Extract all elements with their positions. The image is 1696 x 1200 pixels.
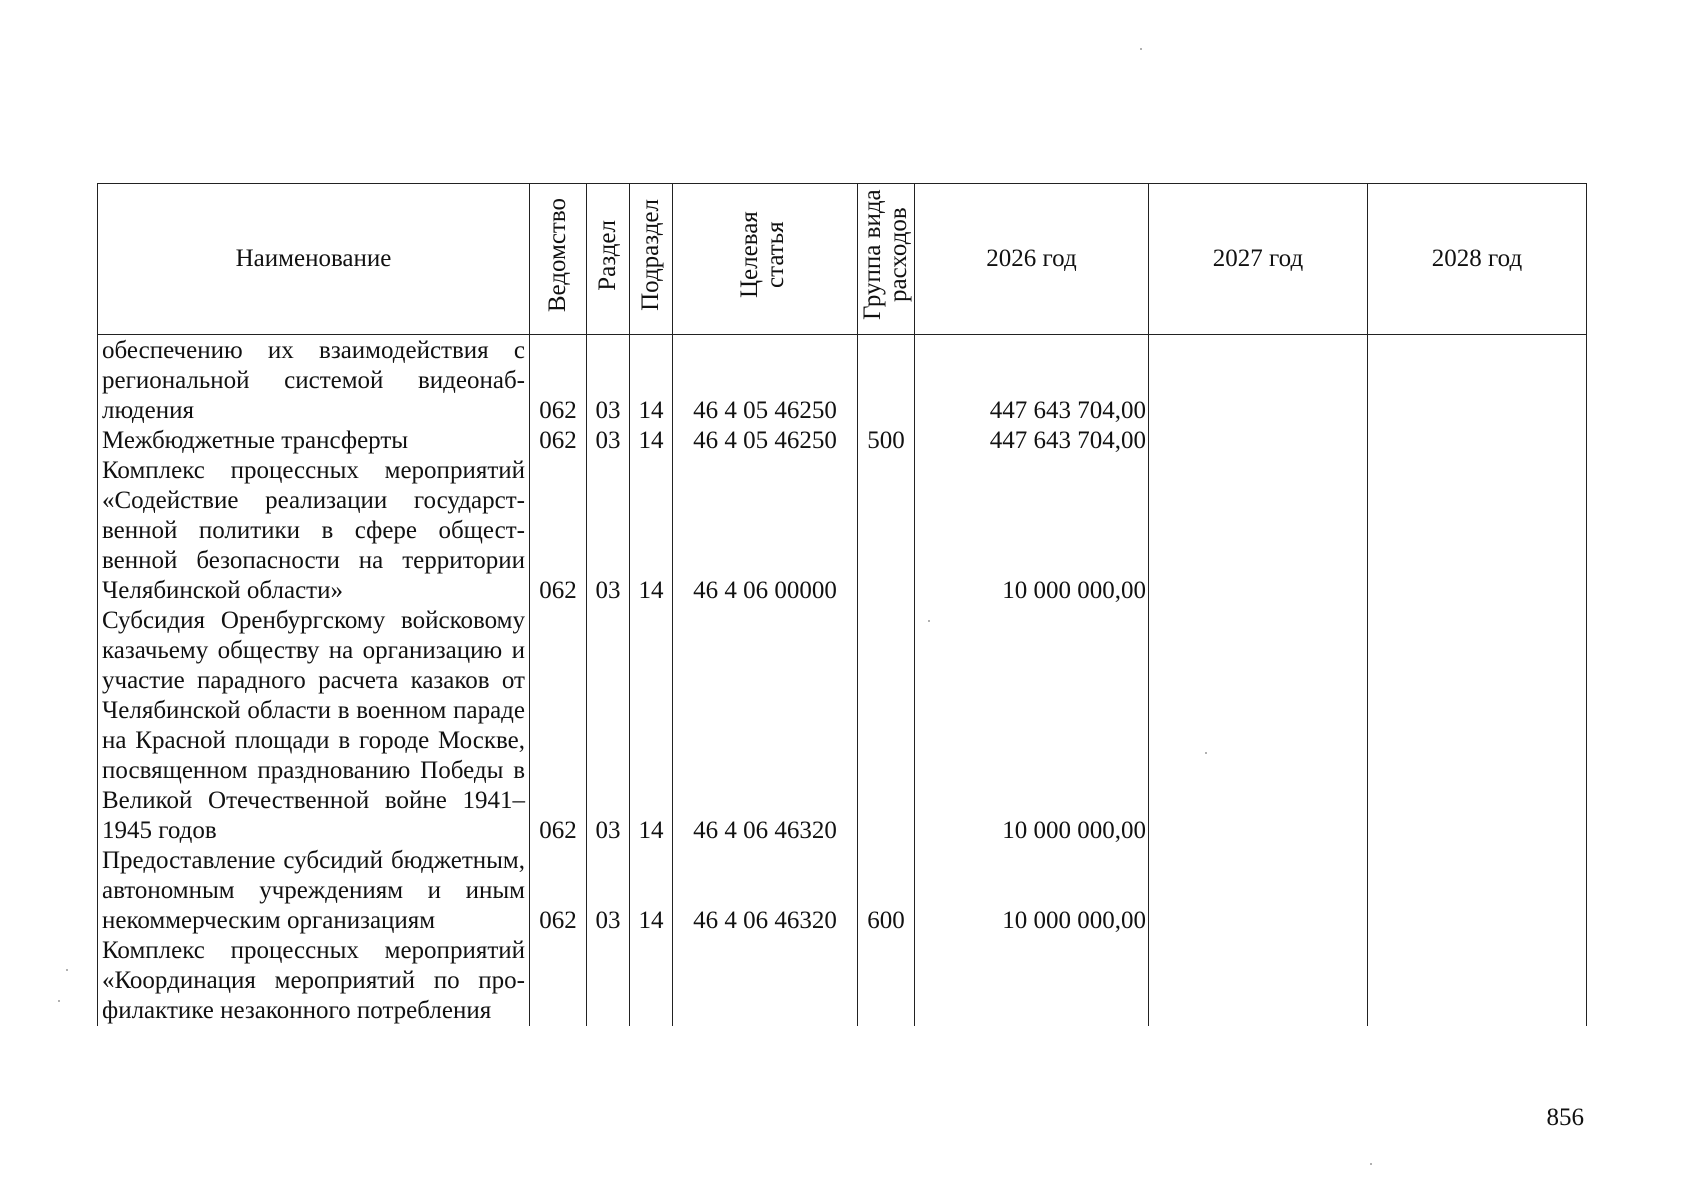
scan-speck [1370,1163,1372,1165]
row-section: 03 [587,335,630,427]
row-amount-2026: 447 643 704,00 [915,335,1149,427]
row-section: 03 [587,846,630,936]
row-amount-2027 [1149,426,1368,456]
row-target-article: 46 4 06 46320 [673,846,858,936]
row-amount-2026: 447 643 704,00 [915,426,1149,456]
scan-speck [928,620,930,622]
header-year-2026: 2026 год [915,184,1149,335]
row-target-article: 46 4 05 46250 [673,335,858,427]
row-section [587,936,630,1026]
row-amount-2028 [1368,846,1587,936]
row-subsection [630,936,673,1026]
row-target-article: 46 4 06 00000 [673,456,858,606]
row-department: 062 [530,426,587,456]
row-expense-group: 600 [858,846,915,936]
row-expense-group: 500 [858,426,915,456]
row-amount-2027 [1149,606,1368,846]
table-row [98,606,1587,846]
row-expense-group [858,606,915,846]
row-subsection: 14 [630,846,673,936]
row-amount-2028 [1368,606,1587,846]
table-row [98,846,1587,936]
row-subsection: 14 [630,456,673,606]
header-subsection: Подраздел [630,184,673,335]
row-department: 062 [530,846,587,936]
row-subsection: 14 [630,606,673,846]
row-amount-2027 [1149,335,1368,427]
budget-expense-table [97,183,1587,1026]
table-row [98,456,1587,606]
table-row [98,335,1587,427]
row-amount-2028 [1368,335,1587,427]
row-amount-2027 [1149,846,1368,936]
row-expense-group [858,936,915,1026]
row-amount-2027 [1149,936,1368,1026]
row-expense-group [858,456,915,606]
header-name: Наименование [98,184,530,335]
row-section: 03 [587,456,630,606]
header-section: Раздел [587,184,630,335]
row-department [530,936,587,1026]
row-department: 062 [530,606,587,846]
header-department: Ведомство [530,184,587,335]
row-amount-2026 [915,936,1149,1026]
row-target-article [673,936,858,1026]
row-section: 03 [587,426,630,456]
header-year-2027: 2027 год [1149,184,1368,335]
row-target-article: 46 4 05 46250 [673,426,858,456]
row-name: Субсидия Оренбургскому войсковому казачьему обществу на организацию и участие парадного расчета казаков от Челябинской области в военном параде на Красной площади в городе Москве, посвященном празднованию Победы в Великой Отечественной войне 1941–1945 годов [98,606,530,846]
page-number: 856 [1546,1104,1584,1131]
row-expense-group [858,335,915,427]
row-amount-2028 [1368,456,1587,606]
scan-speck [58,1000,60,1002]
scan-speck [1140,48,1142,50]
header-year-2028: 2028 год [1368,184,1587,335]
row-section: 03 [587,606,630,846]
table-header-row [98,184,1587,335]
row-department: 062 [530,335,587,427]
row-amount-2026: 10 000 000,00 [915,456,1149,606]
row-subsection: 14 [630,335,673,427]
row-amount-2028 [1368,936,1587,1026]
table-row [98,936,1587,1026]
row-department: 062 [530,456,587,606]
row-amount-2026: 10 000 000,00 [915,846,1149,936]
header-expense-group: Группа вида расходов [858,184,915,335]
row-amount-2026: 10 000 000,00 [915,606,1149,846]
row-name: Комплекс процессных мероприятий «Содействие реализации государственной политики в сфере общественной безопасности на территории Челябинской области» [98,456,530,606]
row-name: обеспечению их взаимодействия с региональной системой видеонаблюдения [98,335,530,427]
row-name: Межбюджетные трансферты [98,426,530,456]
row-amount-2028 [1368,426,1587,456]
row-target-article: 46 4 06 46320 [673,606,858,846]
row-name: Предоставление субсидий бюджетным, автономным учреждениям и иным некоммерческим организациям [98,846,530,936]
scan-speck [66,969,68,971]
row-amount-2027 [1149,456,1368,606]
row-subsection: 14 [630,426,673,456]
scan-speck [1205,752,1207,754]
header-target-article: Целевая статья [673,184,858,335]
row-name: Комплекс процессных мероприятий «Координация мероприятий по профилактике незаконного потребления [98,936,530,1026]
table-row [98,426,1587,456]
